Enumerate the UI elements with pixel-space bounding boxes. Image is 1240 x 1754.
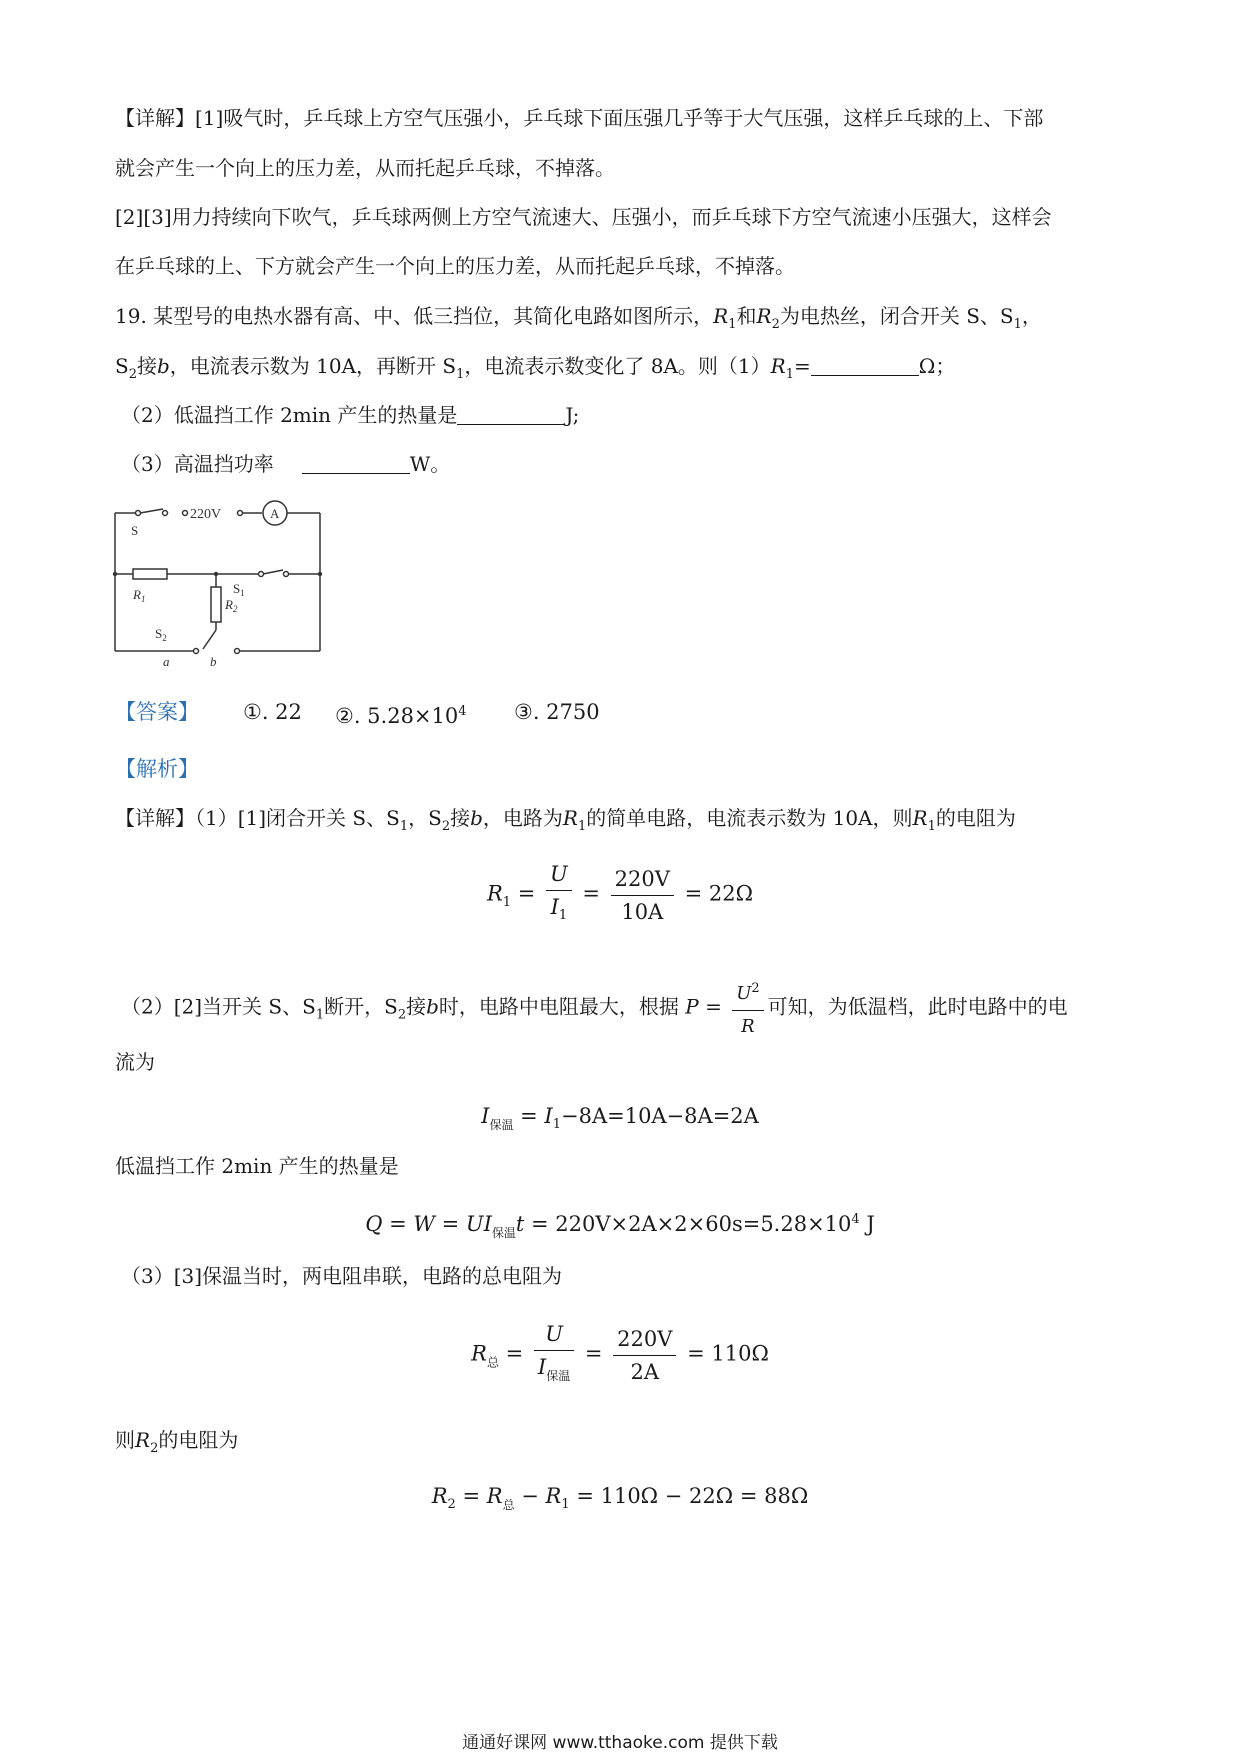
subscript: 2 (441, 819, 451, 834)
subscript: 1 (315, 1007, 325, 1023)
r2-label: $R_2$ (225, 597, 238, 614)
explanation-line: 流为 (115, 1050, 155, 1074)
superscript: 2 (751, 981, 760, 996)
symbol: R (912, 806, 928, 830)
fraction (546, 860, 572, 930)
text: 则 (115, 1428, 135, 1452)
symbol: R (135, 1428, 151, 1452)
symbol: R (770, 354, 786, 378)
page-footer: 通通好课网 www.tthaoke.com 提供下载 (462, 1733, 778, 1753)
answer-blank[interactable] (457, 404, 565, 425)
subscript: 1 (561, 1497, 570, 1513)
text-line: [2][3]用力持续向下吹气，乒乓球两侧上方空气流速大、压强小，而乒乓球下方空气流速小压强大，这样会 (115, 205, 1052, 229)
switch-s-label: S (131, 523, 139, 538)
symbol: R (713, 304, 729, 328)
text: Q = W = UI (365, 1212, 492, 1236)
subscript: 1 (1013, 317, 1022, 332)
question-line (121, 401, 579, 429)
text-line: 【详解】[1]吸气时，乒乓球上方空气压强小，乒乓球下面压强几乎等于大气压强，这样乒乓球的上、下部 (115, 106, 1044, 130)
text: 【详解】（1）[1]闭合开关 S、S (115, 806, 400, 830)
text: W。 (409, 452, 451, 476)
ammeter-label: A (270, 506, 280, 521)
subscript: 保温 (546, 1369, 571, 1383)
symbol: U (736, 983, 752, 1004)
answer-tag: 【答案】 (115, 700, 199, 724)
fraction (732, 975, 763, 1041)
subscript: 1 (552, 1117, 561, 1133)
r1-label: $R_1$ (133, 587, 146, 604)
numerator: 220V (611, 865, 674, 896)
subscript: 1 (927, 819, 936, 834)
explanation-line (115, 804, 1016, 841)
symbol: R (562, 806, 578, 830)
subscript: 总 (486, 1355, 499, 1370)
answer-3: ③. 2750 (514, 700, 600, 724)
symbol: I (537, 1355, 547, 1379)
text: ，电路为 (482, 806, 563, 830)
equation-r1: $R_1$ = $\frac{U}{I_1}$ = $\frac{220V}{10A}$ = 22Ω (0, 860, 1240, 930)
subscript: 总 (502, 1498, 515, 1512)
text: 断开，S (324, 994, 398, 1019)
text: 为电热丝，闭合开关 S、S (779, 304, 1014, 328)
answer-1: ①. 22 (243, 700, 302, 724)
text: ，电流表示数变化了 8A。则（1） (464, 354, 771, 378)
symbol: b (156, 354, 170, 378)
denominator: 10A (621, 899, 664, 924)
text: ， (1021, 304, 1042, 328)
equation-heat (0, 1206, 1240, 1247)
numerator (732, 975, 763, 1011)
symbol: S (115, 354, 129, 378)
text: 的简单电路，电流表示数为 10A，则 (586, 806, 913, 830)
question-line (121, 450, 450, 478)
symbol: R (756, 304, 772, 328)
explanation-line (115, 1426, 238, 1463)
text: （2）低温挡工作 2min 产生的热量是 (121, 403, 458, 427)
explanation-line: （2）[2]当开关 S、$S_1$断开，$S_2$接b时，电路中电阻最大，根据 P = $\frac{U^2}{R}$ 可知，为低温档，此时电路中的电 (121, 975, 1068, 1041)
analysis-tag: 【解析】 (115, 757, 199, 781)
explanation-line: （3）[3]保温当时，两电阻串联，电路的总电阻为 (121, 1264, 563, 1288)
symbol: R (471, 1341, 487, 1366)
terminal-b-label: b (210, 654, 217, 669)
symbol: b (470, 806, 483, 830)
text: J; (565, 403, 580, 427)
text: 可知，为低温档，此时电路中的电 (767, 994, 1068, 1019)
fraction (534, 1320, 574, 1390)
explanation-line: 低温挡工作 2min 产生的热量是 (115, 1154, 399, 1178)
text: J (859, 1212, 875, 1236)
text: 的电阻为 (158, 1428, 239, 1452)
numerator: 220V (613, 1325, 676, 1356)
result: = 22Ω (684, 881, 754, 906)
text: 时，电路中电阻最大，根据 (438, 994, 679, 1019)
text: ，S (408, 806, 442, 830)
answer-blank[interactable] (302, 453, 410, 474)
text: （3）高温挡功率 (121, 452, 274, 476)
fraction (611, 865, 674, 926)
subscript: 1 (785, 367, 794, 382)
text: 和 (736, 304, 757, 328)
answer-blank[interactable] (811, 355, 919, 376)
subscript: 1 (577, 819, 587, 834)
equation-total-resistance: $R_总$ = $\frac{U}{I_{保温}}$ = $\frac{220V}{2A}$ = 110Ω (0, 1320, 1240, 1390)
symbol: R (545, 1484, 562, 1508)
question-line: $S_2$接b，电流表示数为 10A，再断开 $S_1$，电流表示数变化了 8A。则$(1)R_1= \Omega$； (115, 354, 956, 382)
fraction (613, 1325, 676, 1386)
denominator: R (741, 1016, 755, 1037)
text: Ω； (918, 354, 956, 378)
subscript: 2 (128, 367, 137, 382)
superscript: 4 (851, 1212, 860, 1227)
symbol: R (486, 1484, 503, 1508)
numerator: U (546, 860, 572, 891)
denominator (534, 1351, 574, 1390)
denominator (546, 891, 572, 930)
symbol: R (431, 1484, 448, 1508)
denominator: 2A (630, 1359, 660, 1384)
answer-2 (335, 698, 467, 730)
subscript: 1 (502, 894, 512, 910)
subscript: 2 (397, 1007, 407, 1023)
s1-label: $S_1$ (233, 581, 245, 598)
text-line: 就会产生一个向上的压力差，从而托起乒乓球，不掉落。 (115, 156, 615, 180)
question-line (115, 302, 1042, 339)
text: 接 (406, 994, 427, 1019)
subscript: 2 (447, 1497, 456, 1513)
subscript: 1 (558, 908, 568, 924)
symbol: t (515, 1212, 525, 1236)
result: = 110Ω (687, 1341, 769, 1366)
subscript: 1 (728, 317, 737, 332)
superscript: 4 (458, 704, 467, 719)
equation-r2: $R_2 = R_总 - R_1 = 110\Omega - 22\Omega = 88\Omega$ (431, 1484, 809, 1513)
text: = 220V×2A×2×60s=5.28×10 (524, 1212, 852, 1236)
symbol: I (481, 1104, 490, 1128)
text: （2）[2]当开关 S、S (121, 994, 316, 1019)
text: 19. 某型号的电热水器有高、中、低三挡位，其简化电路如图所示， (115, 304, 714, 328)
symbol: P (685, 994, 699, 1019)
subscript: 2 (150, 1441, 159, 1456)
text: 接 (450, 806, 471, 830)
text: 接 (136, 354, 157, 378)
text: ②. 5.28×10 (335, 704, 459, 728)
result: = 110Ω − 22Ω = 88Ω (576, 1484, 809, 1508)
subscript: 保温 (489, 1118, 514, 1132)
subscript: 1 (399, 819, 409, 834)
text: ，电流表示数为 10A，再断开 S (169, 354, 457, 378)
result: −8A=10A−8A=2A (560, 1104, 759, 1128)
symbol: R (486, 881, 503, 906)
numerator: U (534, 1320, 574, 1351)
text-line: 在乒乓球的上、下方就会产生一个向上的压力差，从而托起乒乓球，不掉落。 (115, 254, 795, 278)
symbol: b (426, 994, 439, 1019)
terminal-a-label: a (163, 654, 170, 669)
subscript: 2 (771, 317, 780, 332)
source-label: 220V (190, 507, 222, 522)
text: 的电阻为 (935, 806, 1016, 830)
subscript: 保温 (491, 1226, 516, 1240)
symbol: I (550, 895, 559, 919)
equation-current: $I_{保温} = I_1-8A=10A-8A=2A$ (481, 1104, 759, 1133)
symbol: I (544, 1104, 553, 1128)
s2-label: $S_2$ (155, 626, 167, 643)
circuit-diagram (105, 485, 335, 670)
subscript: 1 (456, 367, 465, 382)
